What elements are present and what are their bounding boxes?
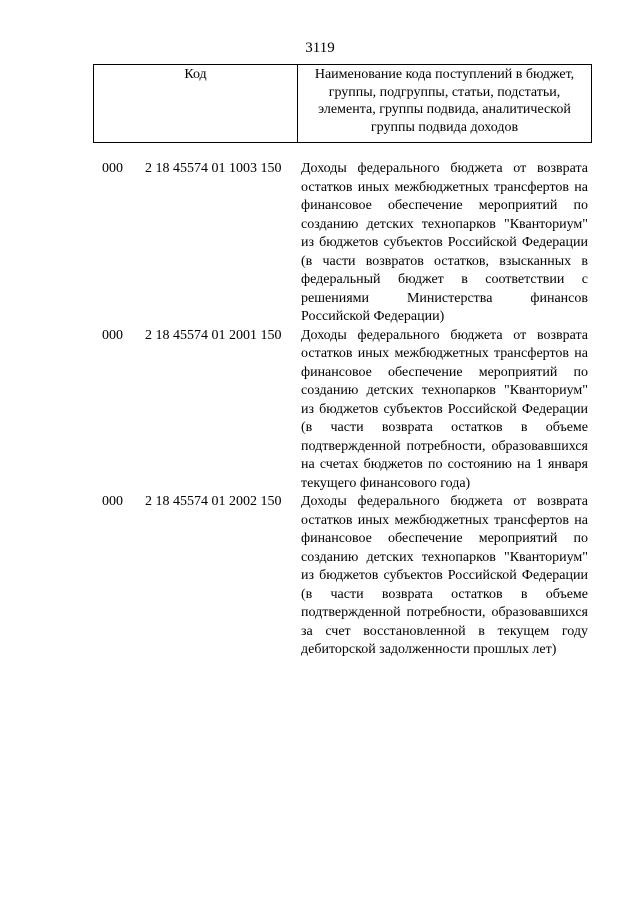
row-income-code: 2 18 45574 01 1003 150: [145, 161, 282, 176]
header-name-cell: Наименование кода поступлений в бюджет, группы, подгруппы, статьи, подстатьи, элемента, группы подвида, аналитической группы подвида доходов: [298, 65, 592, 143]
table-header: [93, 64, 592, 143]
header-code-cell: Код: [94, 65, 298, 143]
page-number: 3119: [305, 40, 335, 56]
income-code-row: [0, 160, 640, 327]
income-code-list: [0, 160, 640, 660]
income-code-row: [0, 493, 640, 660]
row-description: Доходы федерального бюджета от возврата остатков иных межбюджетных трансфертов на финансовое обеспечение мероприятий по созданию детских технопарков "Кванториум" из бюджетов субъектов Российской Федерации (в части возврата остатков в объеме подтвержденной потребности, образовавшихся за счет восстановленной в текущем году дебиторской задолженности прошлых лет): [301, 494, 588, 657]
row-admin-code: 000: [102, 494, 123, 509]
row-income-code: 2 18 45574 01 2001 150: [145, 327, 282, 343]
row-description: Доходы федерального бюджета от возврата остатков иных межбюджетных трансфертов на финансовое обеспечение мероприятий по созданию детских технопарков "Кванториум" из бюджетов субъектов Российской Федерации (в части возврата остатков в объеме подтвержденной потребности, образовавшихся на счетах бюджетов по состоянию на 1 января текущего финансового года): [301, 327, 588, 491]
row-admin-code: 000: [102, 327, 123, 343]
row-admin-code: 000: [102, 161, 123, 176]
row-description: Доходы федерального бюджета от возврата остатков иных межбюджетных трансфертов на финансовое обеспечение мероприятий по созданию детских технопарков "Кванториум" из бюджетов субъектов Российской Федерации (в части возвратов остатков, взысканных в федеральный бюджет в соответствии с решениями Министерства финансов Российской Федерации): [301, 161, 588, 324]
row-income-code: 2 18 45574 01 2002 150: [145, 494, 282, 509]
income-code-row: [0, 327, 640, 494]
